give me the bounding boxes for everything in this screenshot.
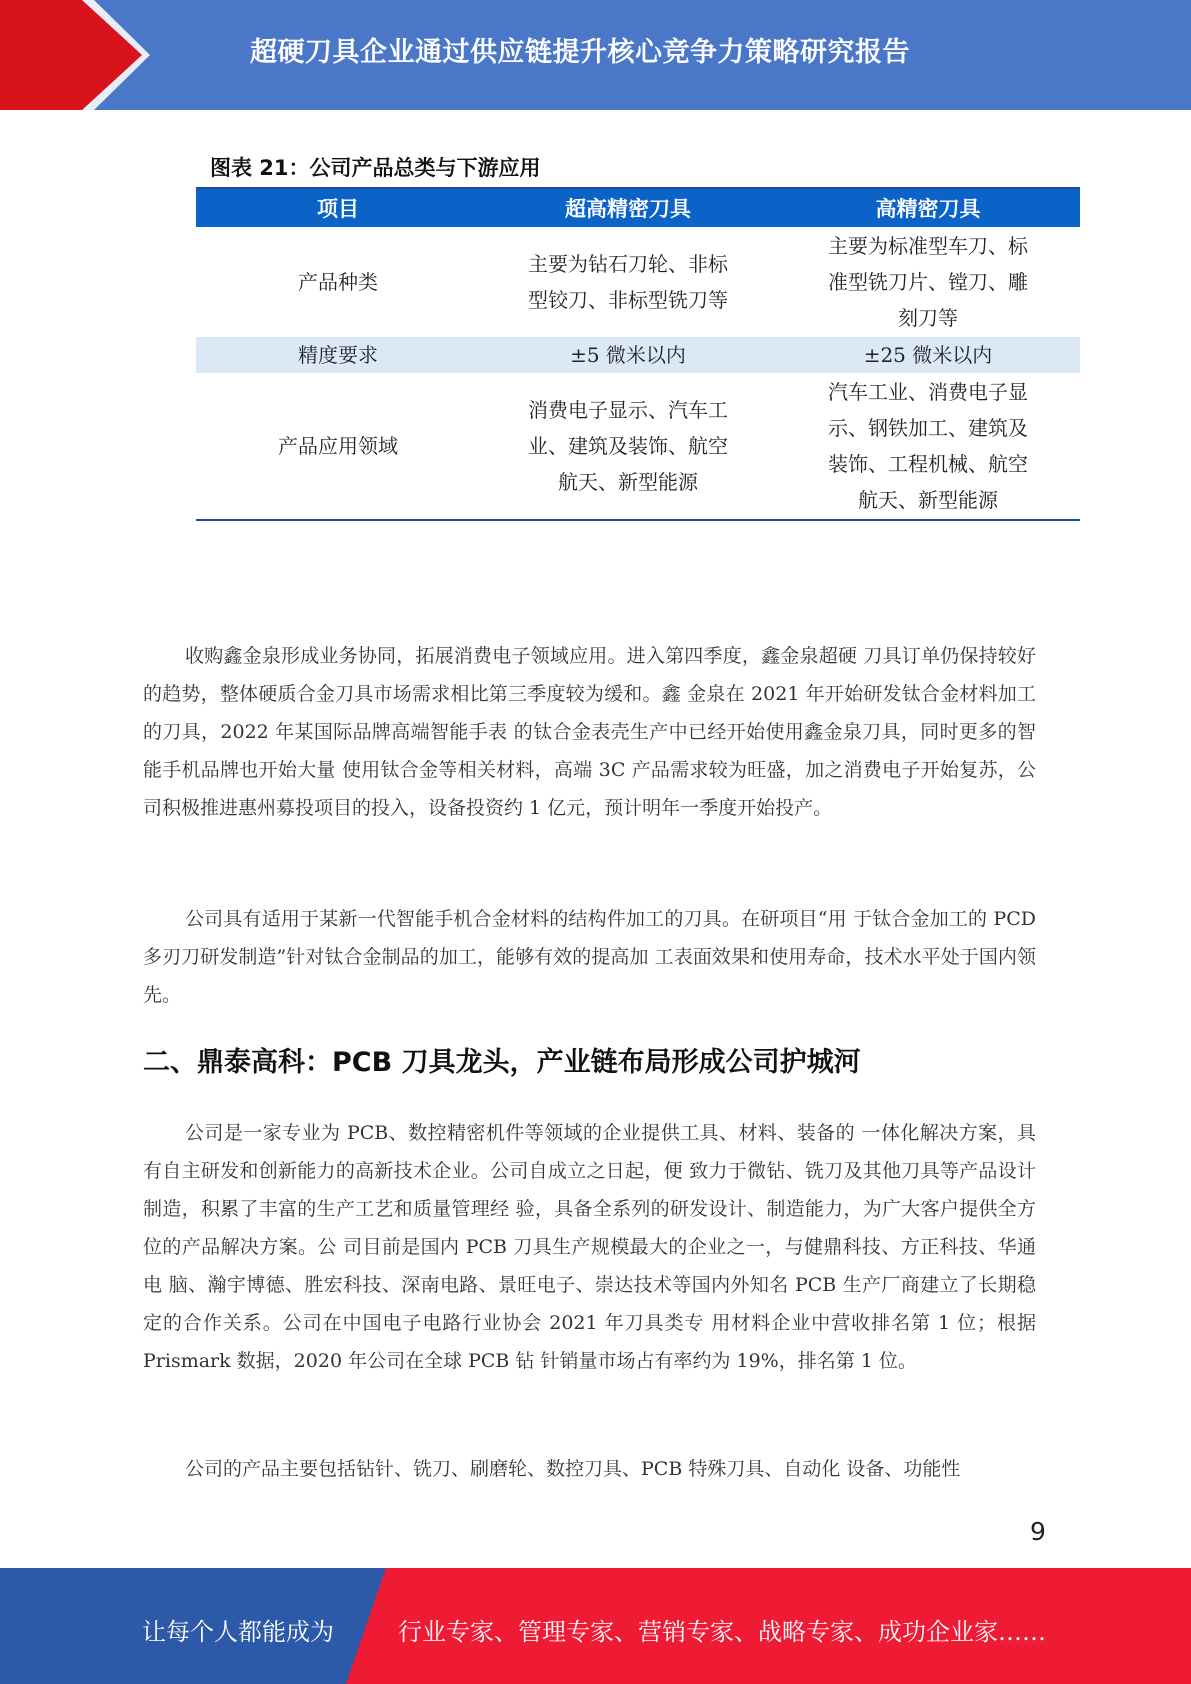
cell-line: 型铰刀、非标型铣刀等	[528, 288, 728, 312]
product-table	[196, 187, 1080, 521]
cell-line: 主要为钻石刀轮、非标	[528, 252, 728, 276]
table-row	[196, 373, 1080, 519]
page-footer	[0, 1568, 1191, 1684]
body-paragraph-4: 公司的产品主要包括钻针、铣刀、刷磨轮、数控刀具、PCB 特殊刀具、自动化 设备、功能性	[185, 1458, 961, 1480]
row-label: 精度要求	[196, 337, 480, 373]
body-paragraph-3: 公司是一家专业为 PCB、数控精密机件等领域的企业提供工具、材料、装备的 一体化解决方案，具有自主研发和创新能力的高新技术企业。公司自成立之日起，便 致力于微钻、铣刀及其他刀具等产品设计制造，积累了丰富的生产工艺和质量管理经 验，具备全系列的研发设计、制造能力，为广大客户提供全方位的产品解决方案。公 司目前是国内 PCB 刀具生产规模最大的企业之一，与健鼎科技、方正科技、华通电 脑、瀚宇博德、胜宏科技、深南电路、景旺电子、崇达技术等国内外知名 PCB 生产厂商建立了长期稳定的合作关系。公司在中国电子电路行业协会 2021 年刀具类专 用材料企业中营收排名第 1 位；根据 Prismark 数据，2020 年公司在全球 PCB 钻 针销量市场占有率约为 19%，排名第 1 位。	[143, 1122, 1036, 1372]
column-header: 高精密刀具	[776, 189, 1080, 227]
table-bottom-rule	[196, 519, 1080, 521]
header-red-chevron	[0, 0, 142, 110]
cell-line: 示、钢铁加工、建筑及	[828, 416, 1028, 440]
cell-line: 刻刀等	[898, 306, 958, 330]
table-header-row	[196, 189, 1080, 227]
footer-slogan-left: 让每个人都能成为	[142, 1618, 334, 1646]
column-header: 超高精密刀具	[480, 189, 776, 227]
body-paragraph-1: 收购鑫金泉形成业务协同，拓展消费电子领域应用。进入第四季度，鑫金泉超硬 刀具订单仍保持较好的趋势，整体硬质合金刀具市场需求相比第三季度较为缓和。鑫 金泉在 2021 年开始研发钛合金材料加工的刀具，2022 年某国际品牌高端智能手表 的钛合金表壳生产中已经开始使用鑫金泉刀具，同时更多的智能手机品牌也开始大量 使用钛合金等相关材料，高端 3C 产品需求较为旺盛，加之消费电子开始复苏，公司积极推进惠州募投项目的投入，设备投资约 1 亿元，预计明年一季度开始投产。	[143, 645, 1036, 819]
figure-caption: 图表 21：公司产品总类与下游应用	[210, 156, 541, 180]
cell-line: 装饰、工程机械、航空	[828, 452, 1028, 476]
table-cell	[776, 227, 1080, 337]
table-row	[196, 227, 1080, 337]
cell-line: 消费电子显示、汽车工	[528, 398, 728, 422]
column-header: 项目	[196, 189, 480, 227]
footer-slogan-right: 行业专家、管理专家、营销专家、战略专家、成功企业家……	[398, 1618, 1046, 1646]
cell-line: 航天、新型能源	[558, 470, 698, 494]
cell-line: 准型铣刀片、镗刀、雕	[828, 270, 1028, 294]
cell-line: 航天、新型能源	[858, 488, 998, 512]
page-header	[0, 0, 1191, 110]
body-paragraph-2: 公司具有适用于某新一代智能手机合金材料的结构件加工的刀具。在研项目“用 于钛合金加工的 PCD 多刃刀研发制造”针对钛合金制品的加工，能够有效的提高加 工表面效果和使用寿命，技术水平处于国内领先。	[143, 908, 1036, 1006]
cell-line: 汽车工业、消费电子显	[828, 380, 1028, 404]
page-number: 9	[1030, 1517, 1046, 1546]
row-label: 产品种类	[298, 270, 378, 294]
cell-line: 主要为标准型车刀、标	[828, 234, 1028, 258]
table-row	[196, 337, 1080, 373]
table-cell: ±5 微米以内	[480, 337, 776, 373]
table-cell	[480, 227, 776, 337]
table-cell	[480, 373, 776, 519]
table-cell	[776, 373, 1080, 519]
row-label: 产品应用领域	[278, 434, 398, 458]
section-heading: 二、鼎泰高科：PCB 刀具龙头，产业链布局形成公司护城河	[143, 1047, 861, 1078]
table-cell: ±25 微米以内	[776, 337, 1080, 373]
report-title: 超硬刀具企业通过供应链提升核心竞争力策略研究报告	[250, 37, 910, 68]
cell-line: 业、建筑及装饰、航空	[528, 434, 728, 458]
